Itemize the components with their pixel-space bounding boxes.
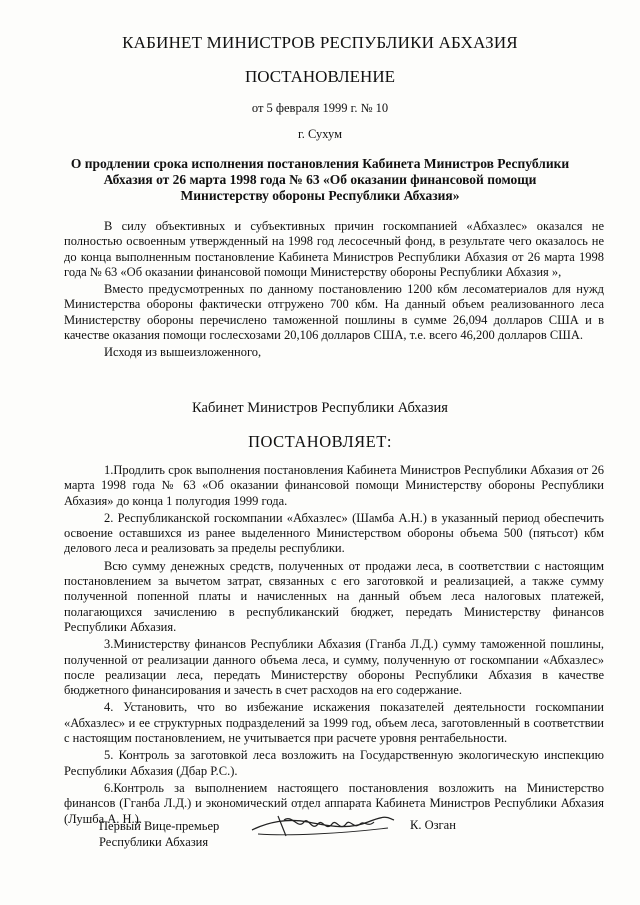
clause-paragraph: 1.Продлить срок выполнения постановления Кабинета Министров Республики Абхазия от 26 марта 1998 года № 63 «Об оказании финансовой помощи Министерству обороны Республики Абхазия» до конца 1 полугодия 1999 года.: [64, 463, 604, 508]
clause-paragraph: 6.Контроль за выполнением настоящего постановления возложить на Министерство финансов (Гганба Л.Д.) и экономический отдел аппарата Кабинета Министров Республики Абхазия (Лушба А. Н.).: [64, 780, 604, 826]
clause-paragraph: 2. Республиканской госкомпании «Абхазлес» (Шамба А.Н.) в указанный период обеспечить освоение оставшихся из ранее выделенного Министерством обороны объема 500 (пятьсот) кбм делового леса и реализовать за пределы республики.: [64, 510, 604, 556]
signatory-position: [99, 818, 219, 850]
clause-paragraph: 5. Контроль за заготовкой леса возложить на Государственную экологическую инспекцию Республики Абхазия (Дбар Р.С.).: [64, 748, 604, 778]
organization-heading: КАБИНЕТ МИНИСТРОВ РЕСПУБЛИКИ АБХАЗИЯ: [122, 33, 518, 52]
preamble: [64, 219, 604, 361]
resolves-heading: ПОСТАНОВЛЯЕТ:: [248, 432, 392, 451]
signatory-name: К. Озган: [410, 818, 456, 832]
signatory-position-line: Первый Вице-премьер: [99, 819, 220, 833]
handwritten-signature: [248, 810, 398, 840]
preamble-paragraph: Исходя из вышеизложенного,: [104, 345, 262, 360]
preamble-paragraph: Вместо предусмотренных по данному постановлению 1200 кбм лесоматериалов для нужд Министерства обороны фактически отгружено 700 кбм. На данный объем реализованного леса Министерству обороны перечислено таможенной пошлины в сумме 26,094 долларов США и в качестве оказания помощи гослесхозами 20,106 долларов США, т.е. всего 46,200 долларов США.: [64, 282, 604, 343]
document-title: О продлении срока исполнения постановления Кабинета Министров Республики Абхазия от 26 марта 1998 года № 63 «Об оказании финансовой помощи Министерству обороны Республики Абхазия»: [70, 156, 570, 203]
cabinet-heading: Кабинет Министров Республики Абхазия: [192, 400, 448, 416]
signatory-position-line: Республики Абхазия: [99, 835, 209, 849]
clauses: [64, 463, 604, 827]
clause-paragraph: 3.Министерству финансов Республики Абхазия (Гганба Л.Д.) сумму таможенной пошлины, полученной от реализации данного объема леса, и сумму, полученную от госкомпании «Абхазлес» после реализации леса, передать Министерству обороны Республики Абхазия в качестве бюджетного финансирования и зачесть в счет расходов на его содержание.: [64, 637, 604, 698]
clause-paragraph: Всю сумму денежных средств, полученных от продажи леса, в соответствии с настоящим постановлением за вычетом затрат, связанных с его заготовкой и реализацией, а также сумму полученной попенной платы и начисленных на данный объем леса налоговых платежей, полагающихся зачислению в республиканский бюджет, передать Министерству финансов Республики Абхазия.: [64, 558, 604, 634]
preamble-paragraph: В силу объективных и субъективных причин госкомпанией «Абхазлес» оказался не полностью освоенным утвержденный на 1998 год лесосечный фонд, в результате чего оказалось не до конца выполненным постановление Кабинета Министров Республики Абхазия от 26 марта 1998 года № 63 «Об оказании финансовой помощи Министерству обороны Республики Абхазия »,: [64, 219, 604, 279]
clause-paragraph: 4. Установить, что во избежание искажения показателей деятельности госкомпании «Абхазлес» и ее структурных подразделений за 1999 год, объем леса, заготовленный в соответствии с настоящим постановлением, не учитывается при расчете уровня рентабельности.: [64, 700, 604, 746]
document-type-heading: ПОСТАНОВЛЕНИЕ: [244, 67, 395, 86]
date-number-line: от 5 февраля 1999 г. № 10: [251, 101, 389, 115]
city-line: г. Сухум: [297, 127, 342, 141]
